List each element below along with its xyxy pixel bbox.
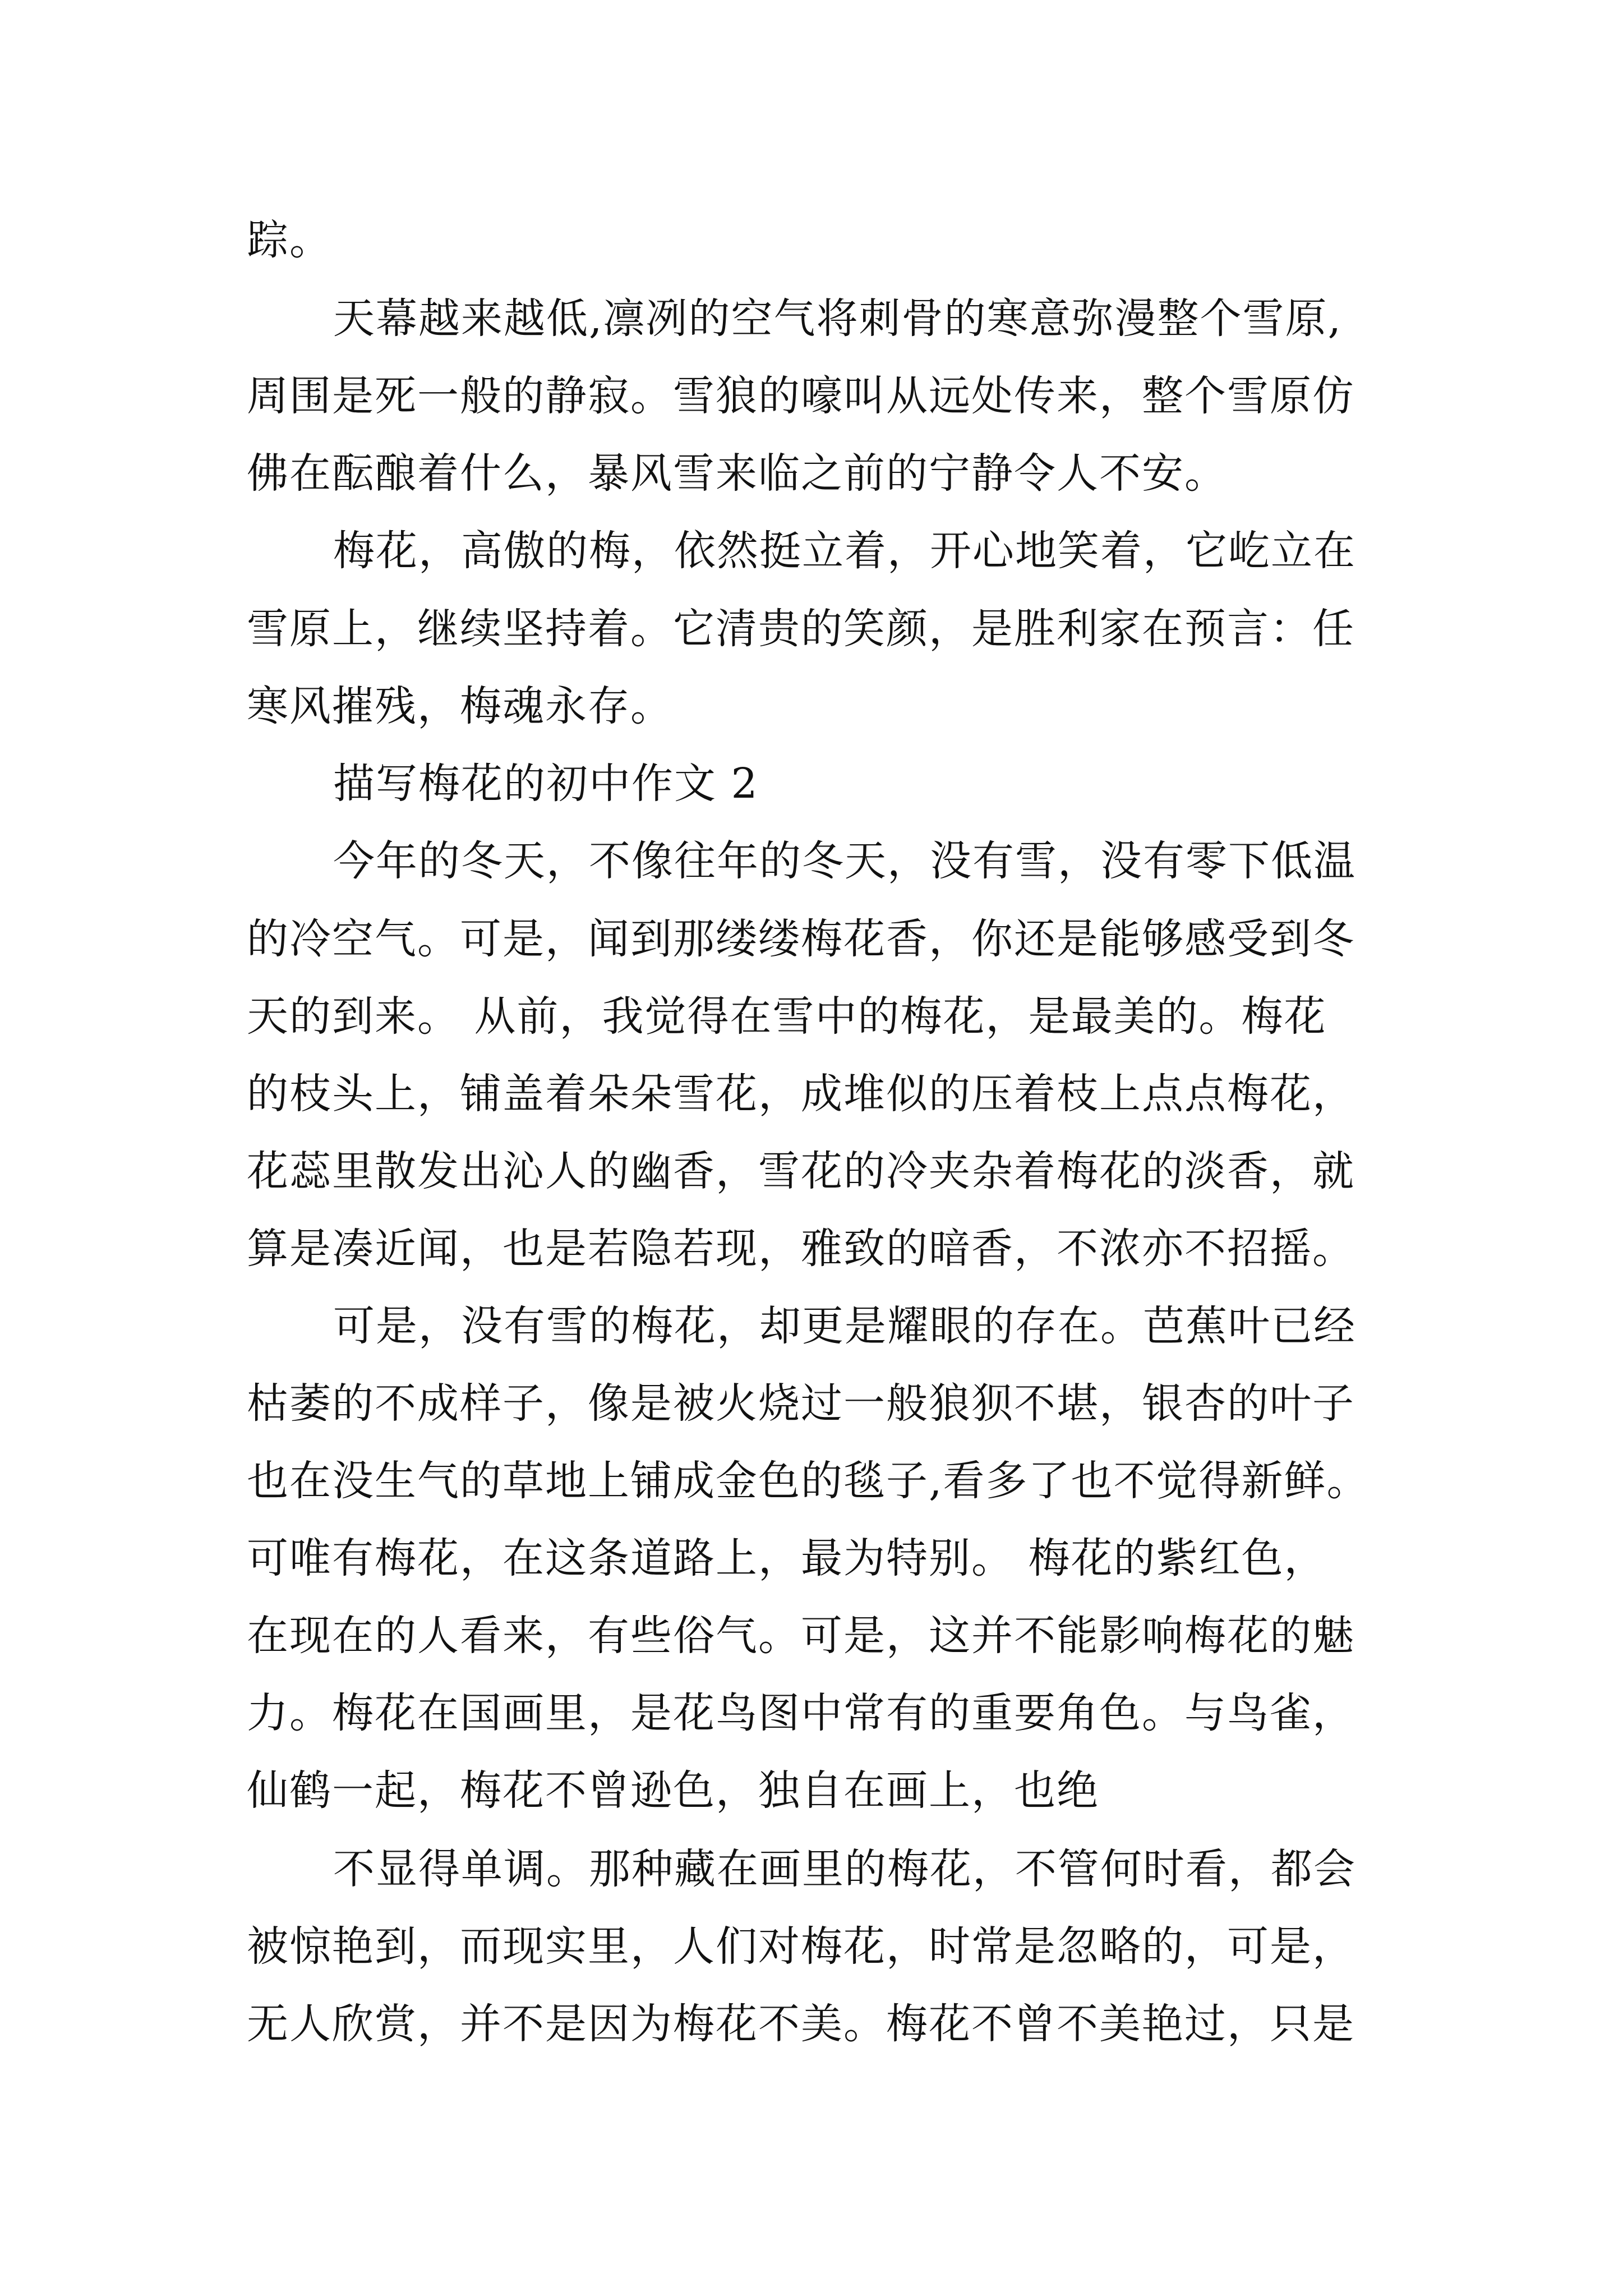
text-line: 周围是死一般的静寂。雪狼的嚎叫从远处传来，整个雪原仿 bbox=[247, 372, 1355, 420]
text-line: 踪。 bbox=[247, 216, 332, 264]
text-line: 在现在的人看来，有些俗气。可是，这并不能影响梅花的魅 bbox=[247, 1612, 1355, 1660]
text-line: 天的到来。 从前，我觉得在雪中的梅花，是最美的。梅花 bbox=[247, 992, 1327, 1041]
text-line: 雪原上，继续坚持着。它清贵的笑颜，是胜利家在预言：任 bbox=[247, 605, 1355, 653]
text-line: 算是凑近闻，也是若隐若现，雅致的暗香，不浓亦不招摇。 bbox=[247, 1225, 1355, 1273]
text-line: 今年的冬天，不像往年的冬天，没有雪，没有零下低温 bbox=[333, 837, 1356, 885]
text-line: 力。梅花在国画里，是花鸟图中常有的重要角色。与鸟雀， bbox=[247, 1689, 1355, 1737]
text-line: 可唯有梅花，在这条道路上，最为特别。 梅花的紫红色， bbox=[247, 1534, 1327, 1582]
section-heading: 描写梅花的初中作文 2 bbox=[333, 760, 759, 808]
text-line: 天幕越来越低,凛冽的空气将刺骨的寒意弥漫整个雪原, bbox=[333, 295, 1343, 343]
text-line: 的冷空气。可是，闻到那缕缕梅花香，你还是能够感受到冬 bbox=[247, 915, 1355, 963]
text-line: 被惊艳到，而现实里，人们对梅花，时常是忽略的，可是， bbox=[247, 1922, 1355, 1971]
text-line: 可是，没有雪的梅花，却更是耀眼的存在。芭蕉叶已经 bbox=[333, 1302, 1356, 1350]
text-line: 梅花，高傲的梅，依然挺立着，开心地笑着，它屹立在 bbox=[333, 527, 1356, 575]
text-line: 不显得单调。那种藏在画里的梅花，不管何时看，都会 bbox=[333, 1845, 1356, 1893]
text-line: 仙鹤一起，梅花不曾逊色，独自在画上，也绝 bbox=[247, 1766, 1099, 1815]
text-line: 花蕊里散发出沁人的幽香，雪花的冷夹杂着梅花的淡香，就 bbox=[247, 1147, 1355, 1195]
text-line: 寒风摧残，梅魂永存。 bbox=[247, 682, 673, 730]
text-line: 的枝头上，铺盖着朵朵雪花，成堆似的压着枝上点点梅花， bbox=[247, 1070, 1355, 1118]
text-line: 佛在酝酿着什么，暴风雪来临之前的宁静令人不安。 bbox=[247, 449, 1227, 498]
text-line: 枯萎的不成样子，像是被火烧过一般狼狈不堪，银杏的叶子 bbox=[247, 1379, 1355, 1428]
text-line: 也在没生气的草地上铺成金色的毯子,看多了也不觉得新鲜。 bbox=[247, 1457, 1370, 1505]
text-line: 无人欣赏，并不是因为梅花不美。梅花不曾不美艳过，只是 bbox=[247, 2000, 1355, 2048]
